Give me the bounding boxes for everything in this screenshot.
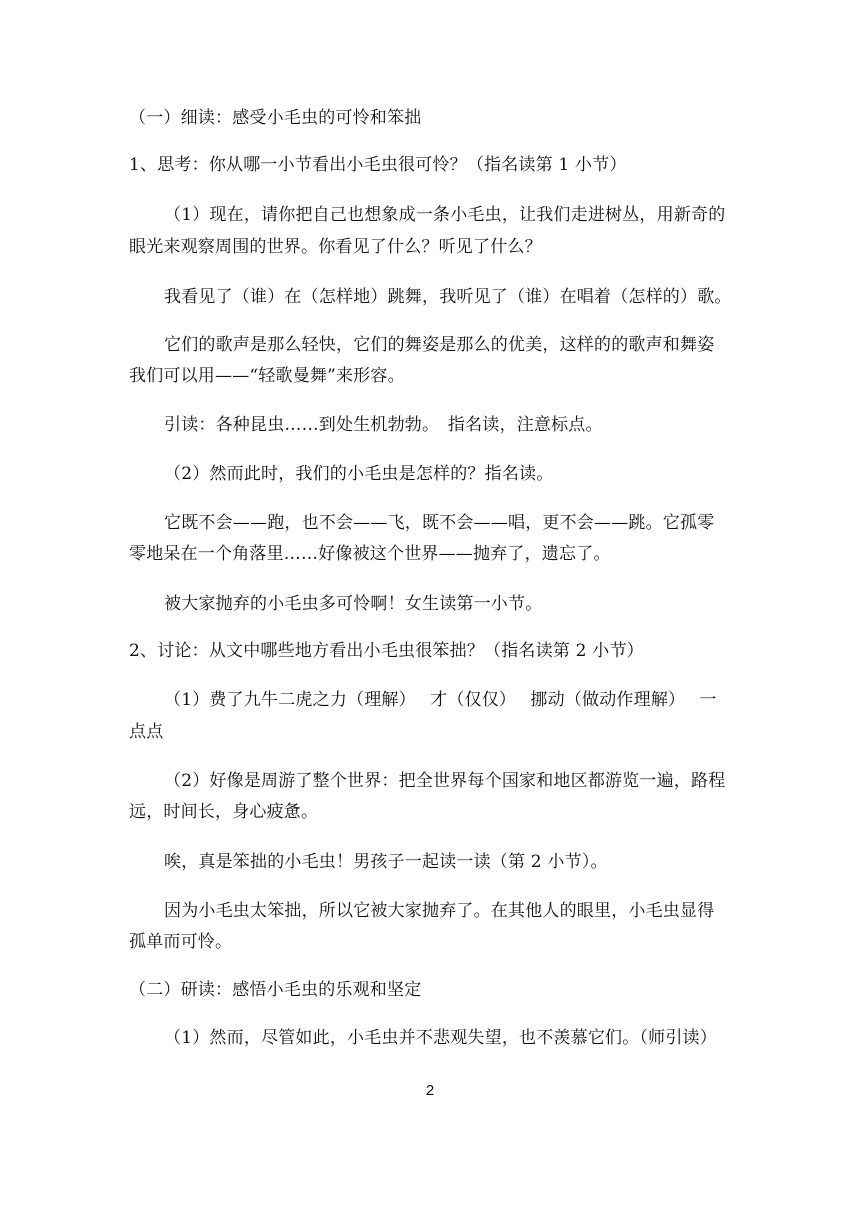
- paragraph-line: 因为小毛虫太笨拙，所以它被大家抛弃了。在其他人的眼里，小毛虫显得: [164, 901, 715, 921]
- paragraph-line: 我们可以用——“轻歌曼舞”来形容。: [129, 366, 405, 386]
- paragraph-line: 孤单而可怜。: [129, 932, 233, 952]
- paragraph-line: （1）现在，请你把自己也想象成一条小毛虫，让我们走进树丛，用新奇的: [164, 205, 726, 225]
- paragraph-line: 被大家抛弃的小毛虫多可怜啊！女生读第一小节。: [164, 594, 543, 614]
- question-1: 1、思考：你从哪一小节看出小毛虫很可怜？（指名读第 1 小节）: [129, 155, 627, 175]
- paragraph-line: 它们的歌声是那么轻快，它们的舞姿是那么的优美，这样的的歌声和舞姿: [164, 335, 715, 355]
- paragraph-line: 眼光来观察周围的世界。你看见了什么？听见了什么？: [129, 237, 542, 257]
- paragraph-line: 它既不会——跑，也不会——飞，既不会——唱，更不会——跳。它孤零: [164, 513, 715, 533]
- paragraph-line: 点点: [129, 722, 164, 742]
- paragraph-line: （2）然而此时，我们的小毛虫是怎样的？指名读。: [164, 464, 554, 484]
- section-heading-2: （二）研读：感悟小毛虫的乐观和坚定: [129, 980, 422, 1000]
- paragraph-line: 我看见了（谁）在（怎样地）跳舞，我听见了（谁）在唱着（怎样的）歌。: [164, 287, 732, 307]
- paragraph-line: （1）然而，尽管如此，小毛虫并不悲观失望，也不羡慕它们。（师引读）: [164, 1028, 717, 1048]
- section-heading-1: （一）细读：感受小毛虫的可怜和笨拙: [129, 108, 422, 128]
- paragraph-line: 远，时间长，身心疲惫。: [129, 802, 319, 822]
- question-2: 2、讨论：从文中哪些地方看出小毛虫很笨拙？（指名读第 2 小节）: [129, 641, 644, 661]
- paragraph-line: 零地呆在一个角落里……好像被这个世界——抛弃了，遗忘了。: [129, 544, 611, 564]
- paragraph-line: （1）费了九牛二虎之力（理解） 才（仅仅） 挪动（做动作理解） 一: [164, 690, 717, 710]
- paragraph-line: 引读：各种昆虫……到处生机勃勃。 指名读，注意标点。: [164, 415, 603, 435]
- paragraph-line: 唉，真是笨拙的小毛虫！男孩子一起读一读（第 2 小节）。: [164, 852, 608, 872]
- page-number: 2: [425, 1082, 435, 1099]
- paragraph-line: （2）好像是周游了整个世界：把全世界每个国家和地区都游览一遍，路程: [164, 771, 726, 791]
